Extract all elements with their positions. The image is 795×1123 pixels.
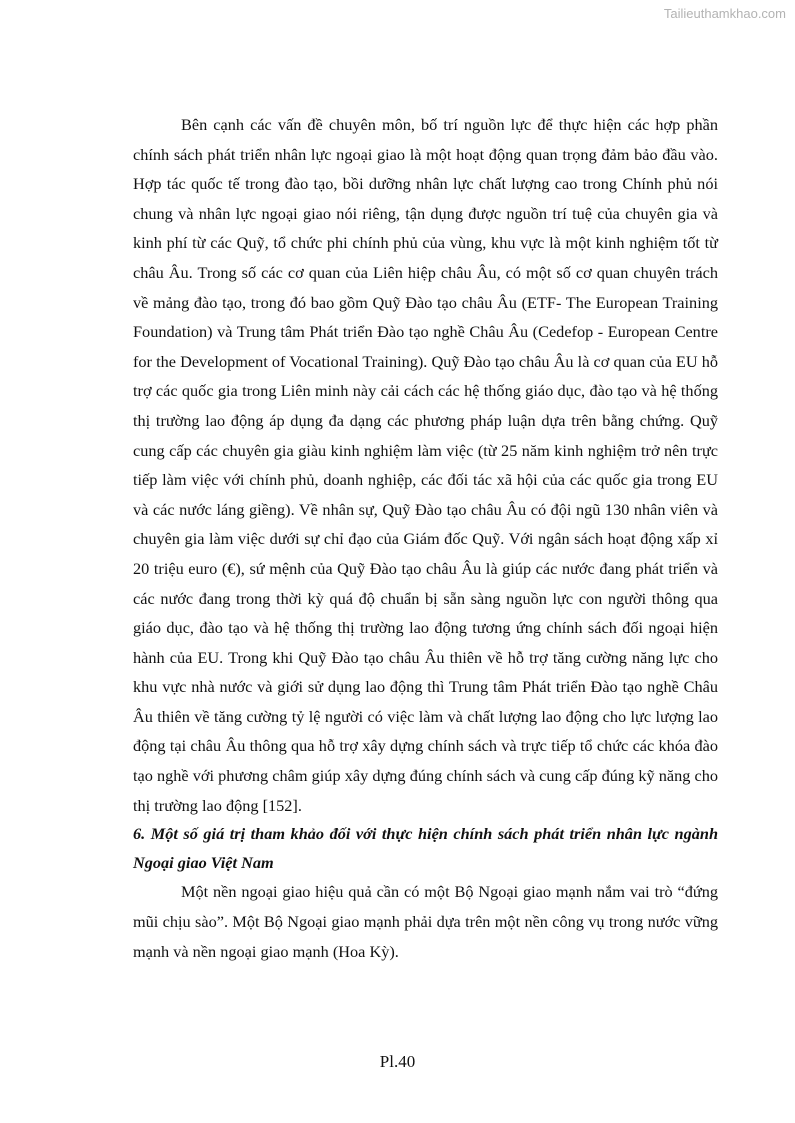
body-paragraph-2: Một nền ngoại giao hiệu quả cần có một Bộ Ngoại giao mạnh nắm vai trò “đứng mũi chịu sào”. Một Bộ Ngoại giao mạnh phải dựa trên một nền công vụ trong nước vững mạnh và nền ngoại giao mạnh (Hoa Kỳ).: [133, 882, 718, 961]
body-paragraph-1: Bên cạnh các vấn đề chuyên môn, bố trí nguồn lực để thực hiện các hợp phần chính sách phát triển nhân lực ngoại giao là một hoạt động quan trọng đảm bảo đầu vào. Hợp tác quốc tế trong đào tạo, bồi dưỡng nhân lực chất lượng cao trong Chính phủ nói chung và nhân lực ngoại giao nói riêng, tận dụng được nguồn trí tuệ của chuyên gia và kinh phí từ các Quỹ, tổ chức phi chính phủ của vùng, khu vực là một kinh nghiệm tốt từ châu Âu. Trong số các cơ quan của Liên hiệp châu Âu, có một số cơ quan chuyên trách về mảng đào tạo, trong đó bao gồm Quỹ Đào tạo châu Âu (ETF- The European Training Foundation) và Trung tâm Phát triển Đào tạo nghề Châu Âu (Cedefop - European Centre for the Development of Vocational Training). Quỹ Đào tạo châu Âu là cơ quan của EU hỗ trợ các quốc gia trong Liên minh này cải cách các hệ thống giáo dục, đào tạo và hệ thống thị trường lao động áp dụng đa dạng các phương pháp luận dựa trên bằng chứng. Quỹ cung cấp các chuyên gia giàu kinh nghiệm làm việc (từ 25 năm kinh nghiệm trở nên trực tiếp làm việc với chính phủ, doanh nghiệp, các đối tác xã hội của các quốc gia trong EU và các nước láng giềng). Về nhân sự, Quỹ Đào tạo châu Âu có đội ngũ 130 nhân viên và chuyên gia làm việc dưới sự chỉ đạo của Giám đốc Quỹ. Với ngân sách hoạt động xấp xỉ 20 triệu euro (€), sứ mệnh của Quỹ Đào tạo châu Âu là giúp các nước đang phát triển và các nước đang trong thời kỳ quá độ chuẩn bị sẵn sàng nguồn lực con người thông qua giáo dục, đào tạo và hệ thống thị trường lao động tương ứng chính sách đối ngoại hiện hành của EU. Trong khi Quỹ Đào tạo châu Âu thiên về hỗ trợ tăng cường năng lực cho khu vực nhà nước và giới sử dụng lao động thì Trung tâm Phát triển Đào tạo nghề Châu Âu thiên về tăng cường tỷ lệ người có việc làm và chất lượng lao động cho lực lượng lao động tại châu Âu thông qua hỗ trợ xây dựng chính sách và trực tiếp tổ chức các khóa đào tạo nghề với phương châm giúp xây dựng đúng chính sách và cung cấp đúng kỹ năng cho thị trường lao động [152].: [133, 115, 718, 815]
document-body: [133, 110, 718, 966]
section-heading: 6. Một số giá trị tham khảo đối với thực hiện chính sách phát triển nhân lực ngành Ngoại giao Việt Nam: [133, 824, 718, 872]
page-number: Pl.40: [379, 1052, 416, 1071]
watermark: Tailieuthamkhao.com: [663, 6, 786, 21]
